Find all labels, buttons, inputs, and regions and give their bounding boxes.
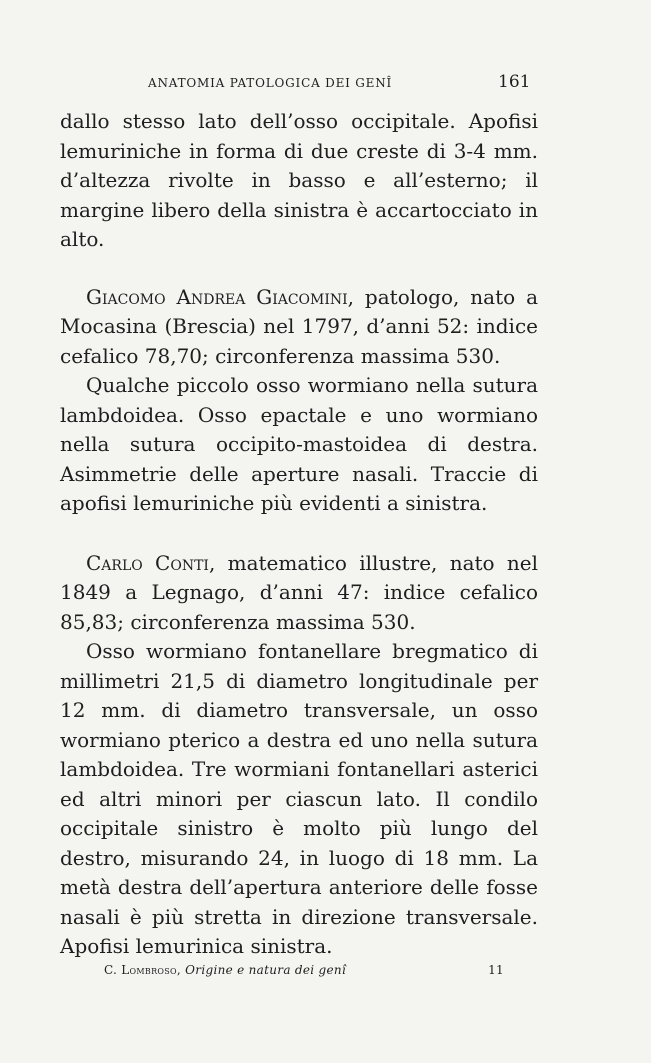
body-text — [60, 107, 538, 962]
footer-book-title: Origine e natura dei genî — [185, 963, 347, 977]
footer-signature-line — [104, 963, 534, 977]
footer-author: C. Lombroso, — [104, 963, 182, 977]
paragraph-observations — [60, 637, 538, 962]
person-name: Carlo Conti — [86, 550, 209, 575]
entry-giacomini — [60, 283, 538, 372]
entry-conti — [60, 549, 538, 638]
paragraph-text: Qualche piccolo osso wormiano nella sutura lambdoidea. Osso epactale e uno wormiano nella sutura occipito-mastoidea di destra. Asimmetrie delle aperture nasali. Traccie di apofisi lemuriniche più evidenti a sinistra. — [60, 373, 538, 515]
paragraph-text: Osso wormiano fontanellare bregmatico di millimetri 21,5 di diametro longitudinale per 12 mm. di diametro transversale, un osso wormiano pterico a destra ed uno nella sutura lambdoidea. Tre wormiani fontanellari asterici ed altri minori per ciascun lato. Il condilo occipitale sinistro è molto più lungo del destro, misurando 24, in luogo di 18 mm. La metà destra dell’apertura anteriore delle fosse nasali è più stretta in direzione transversale. Apofisi lemurinica sinistra. — [60, 639, 538, 958]
page-number: 161 — [498, 72, 531, 92]
entry-details: , matematico illustre, nato nel 1849 a Legnago, d’anni 47: indice cefalico 85,83; circonferenza massima 530. — [60, 550, 539, 634]
signature-mark: 11 — [488, 963, 504, 977]
person-name: Giacomo Andrea Giacomini — [86, 284, 348, 309]
paragraph-continuation — [60, 107, 538, 255]
paragraph-text: dallo stesso lato dell’osso occipitale. Apofisi lemuriniche in forma di due creste di 3-4 mm. d’altezza rivolte in basso e all’esterno; il margine libero della sinistra è accartocciato in alto. — [60, 109, 538, 251]
paragraph-observations — [60, 371, 538, 519]
running-title: ANATOMIA PATOLOGICA DEI GENÎ — [148, 76, 393, 90]
entry-details: , patologo, nato a Mocasina (Brescia) nel 1797, d’anni 52: indice cefalico 78,70; circonferenza massima 530. — [60, 284, 538, 368]
